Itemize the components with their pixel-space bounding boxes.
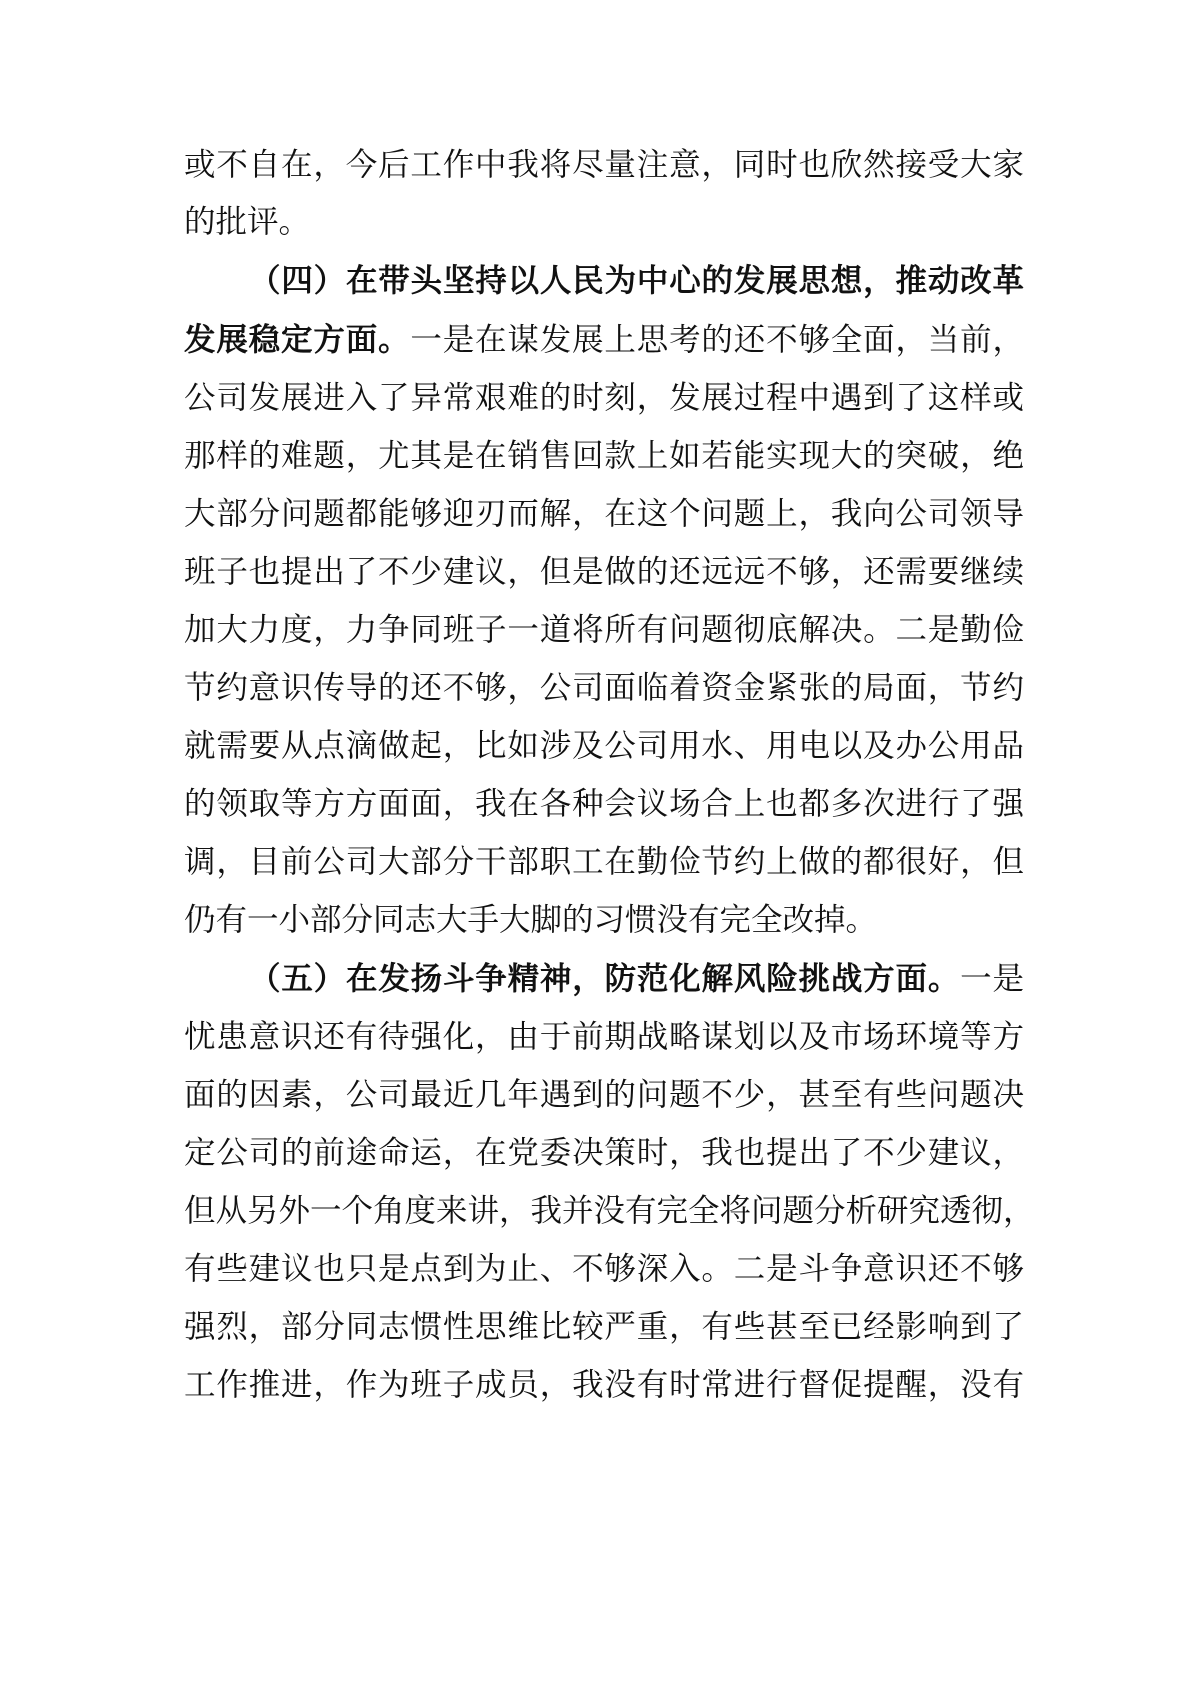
text-line: 就需要从点滴做起，比如涉及公司用水、用电以及办公用品 bbox=[184, 728, 1024, 764]
text-line: 工作推进，作为班子成员，我没有时常进行督促提醒，没有 bbox=[184, 1367, 1024, 1403]
text-line: 的批评。 bbox=[184, 204, 311, 240]
text-line bbox=[249, 951, 1024, 1007]
text-line: 仍有一小部分同志大手大脚的习惯没有完全改掉。 bbox=[184, 902, 878, 938]
text-line: 但从另外一个角度来讲，我并没有完全将问题分析研究透彻， bbox=[184, 1193, 1035, 1229]
text-line: 忧患意识还有待强化，由于前期战略谋划以及市场环境等方 bbox=[184, 1019, 1024, 1055]
text-span: 一是 bbox=[960, 961, 1024, 997]
text-line: 班子也提出了不少建议，但是做的还远远不够，还需要继续 bbox=[184, 554, 1024, 590]
section-heading-4: （四）在带头坚持以人民为中心的发展思想，推动改革 bbox=[249, 262, 1024, 299]
text-line: 的领取等方方面面，我在各种会议场合上也都多次进行了强 bbox=[184, 786, 1024, 822]
text-line: 定公司的前途命运，在党委决策时，我也提出了不少建议， bbox=[184, 1135, 1024, 1171]
text-line: 公司发展进入了异常艰难的时刻，发展过程中遇到了这样或 bbox=[184, 380, 1024, 416]
text-line bbox=[184, 312, 1024, 368]
text-line: 或不自在，今后工作中我将尽量注意，同时也欣然接受大家 bbox=[184, 147, 1024, 183]
text-line: 那样的难题，尤其是在销售回款上如若能实现大的突破，绝 bbox=[184, 438, 1024, 474]
section-heading-4-cont: 发展稳定方面。 bbox=[184, 321, 411, 358]
text-line: 调，目前公司大部分干部职工在勤俭节约上做的都很好，但 bbox=[184, 844, 1024, 880]
text-line: 大部分问题都能够迎刃而解，在这个问题上，我向公司领导 bbox=[184, 496, 1024, 532]
text-line: 强烈，部分同志惯性思维比较严重，有些甚至已经影响到了 bbox=[184, 1309, 1024, 1345]
text-line: 面的因素，公司最近几年遇到的问题不少，甚至有些问题决 bbox=[184, 1077, 1024, 1113]
text-line: 有些建议也只是点到为止、不够深入。二是斗争意识还不够 bbox=[184, 1251, 1024, 1287]
section-heading-5: （五）在发扬斗争精神，防范化解风险挑战方面。 bbox=[249, 960, 961, 997]
text-line: 加大力度，力争同班子一道将所有问题彻底解决。二是勤俭 bbox=[184, 612, 1024, 648]
text-line: 节约意识传导的还不够，公司面临着资金紧张的局面，节约 bbox=[184, 670, 1024, 706]
text-span: 一是在谋发展上思考的还不够全面，当前， bbox=[410, 322, 1024, 358]
